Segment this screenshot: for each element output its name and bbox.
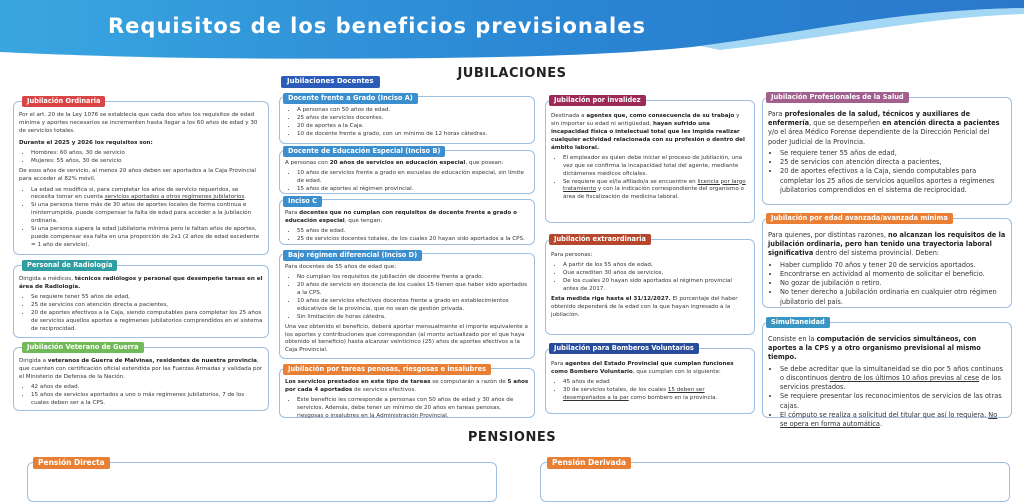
invalidez-label: Jubilación por invalidez bbox=[549, 95, 646, 106]
extraordinaria-l2: • Que acrediten 30 años de servicios, bbox=[563, 270, 749, 278]
salud-l3: • 20 de aportes efectivos a la Caja, siendo computables para completar los 25 años de servicios aquellos aportes a regímenes jubilatorios comprendidos en el sistema de reciprocidad. bbox=[780, 167, 1006, 195]
inciso-a-l2: • 25 años de servicios docentes. bbox=[297, 115, 529, 123]
ordinaria-p1: Por el art. 20 de la Ley 1076 se establecía que cada dos años los requisitos de edad mínima y aportes necesarios se incrementen hasta llegar a los 60 años de edad y 30 de servicios totales. bbox=[19, 112, 258, 134]
inciso-c-l1: • 55 años de edad. bbox=[297, 228, 529, 236]
inciso-a-l4: • 10 de docente frente a grado, con un mínimo de 12 horas cátedras. bbox=[297, 131, 529, 139]
ordinaria-card bbox=[13, 101, 269, 255]
malvinas-l2: • 15 años de servicios aportados a uno o más regímenes jubilatorios, 7 de los cuales deben ser a la CPS. bbox=[31, 392, 263, 408]
malvinas-p1: Dirigida a veteranos de Guerra de Malvinas, residentes de nuestra provincia, que cuenten con certificación oficial extendida por las Fuerzas Armadas y validada por el Ministerio de Defensa de la Nación. bbox=[19, 358, 263, 380]
malvinas-l1: • 42 años de edad. bbox=[31, 384, 263, 392]
inciso-d-l4: • Sin limitación de horas cátedra. bbox=[297, 314, 529, 322]
inciso-b-label: Docente de Educación Especial (Inciso B) bbox=[283, 146, 445, 157]
radiologia-p1: Dirigida a médicos, técnicos radiólogos y personal que desempeñe tareas en el área de Radiología. bbox=[19, 276, 263, 290]
simultaneidad-l2: • Se requiere presentar los reconocimientos de servicios de las otras cajas. bbox=[780, 392, 1006, 410]
ordinaria-p3: De esos años de servicio, al menos 20 años deben ser aportados a la Caja Provincial para acceder al 82% móvil. bbox=[19, 167, 256, 182]
inciso-d-p1: Para docentes de 55 años de edad que: bbox=[285, 264, 397, 270]
invalidez-p1: Destinada a agentes que, como consecuencia de su trabajo y sin importar su edad ni antigüedad, hayan sufrido una incapacidad física o intelectual total que les impida realizar cualquier actividad relacionada con su profesión o dentro del ámbito laboral. bbox=[551, 113, 745, 151]
inciso-a-l1: • A personas con 50 años de edad. bbox=[297, 107, 529, 115]
page-title: Requisitos de los beneficios previsionales bbox=[108, 14, 646, 38]
salud-label: Jubilación Profesionales de la Salud bbox=[766, 92, 909, 103]
simultaneidad-l1: • Se debe acreditar que la simultaneidad se dio por 5 años continuos o discontinuos dentro de los últimos 10 años previos al cese de los servicios prestados. bbox=[780, 365, 1006, 393]
penosas-card bbox=[279, 368, 535, 418]
pensiones-heading: PENSIONES bbox=[467, 430, 557, 445]
inciso-a-l3: • 20 de aportes a la Caja. bbox=[297, 123, 529, 131]
inciso-b-l1: • 10 años de servicios frente a grado en escuelas de educación especial, sin límite de edad. bbox=[297, 170, 529, 186]
ordinaria-label: Jubilación Ordinaria bbox=[22, 96, 105, 107]
extraordinaria-p1: Para personas: bbox=[551, 252, 593, 258]
radiologia-card bbox=[13, 265, 269, 338]
salud-l2: • 25 de servicios con atención directa a pacientes, bbox=[780, 158, 1006, 167]
inciso-c-p1: Para docentes que no cumplan con requisitos de docente frente a grado o educación especial, que tengan: bbox=[285, 210, 517, 224]
avanzada-l3: • No gozar de jubilación o retiro. bbox=[780, 279, 1006, 288]
avanzada-l4: • No tener derecho a Jubilación ordinaria en cualquier otro régimen jubilatorio del país. bbox=[780, 288, 1006, 306]
invalidez-l2: • Se requiere que el/la afiliado/a se encuentre en licencia por largo tratamiento y con la indicación correspondiente del organismo o área de fiscalización de medicina laboral. bbox=[563, 179, 749, 203]
bomberos-label: Jubilación para Bomberos Voluntarios bbox=[549, 343, 699, 354]
bomberos-l1: • 45 años de edad bbox=[563, 379, 749, 387]
ordinaria-b1: • La edad se modifica si, para completar los años de servicio requeridos, se necesita tomar en cuenta servicios aportados a otros regímenes jubilatorios. bbox=[31, 187, 263, 203]
simultaneidad-card bbox=[762, 322, 1012, 428]
inciso-b-p1: A personas con 20 años de servicios en educación especial, que posean: bbox=[285, 160, 504, 166]
inciso-c-l2: • 25 de servicios docentes totales, de los cuales 20 hayan sido aportados a la CPS. bbox=[297, 236, 529, 244]
invalidez-card bbox=[545, 100, 755, 223]
pension-directa-label: Pensión Directa bbox=[33, 457, 110, 469]
inciso-d-l3: • 10 años de servicios efectivos docentes frente a grado en establecimientos educativos de la provincia, que no sean de gestión privada. bbox=[297, 298, 529, 314]
avanzada-card bbox=[762, 218, 1012, 308]
inciso-b-l2: • 15 años de aportes al régimen provincial. bbox=[297, 186, 529, 194]
invalidez-l1: • El empleador es quien debe iniciar el proceso de jubilación, una vez que se confirma la incapacidad total del agente, mediante dictámenes médicos oficiales. bbox=[563, 155, 749, 179]
inciso-c-label: Inciso C bbox=[283, 196, 322, 207]
extraordinaria-p2: Esta medida rige hasta el 31/12/2027. El porcentaje del haber obtenido dependerá de la edad con la que hayan ingresado a la jubilación. bbox=[551, 295, 738, 318]
avanzada-p1: Para quienes, por distintas razones, no alcanzan los requisitos de la jubilación ordinaria, pero han tenido una trayectoria laboral significativa dentro del sistema provincial. Deben: bbox=[768, 231, 1006, 258]
extraordinaria-l1: • A partir de los 55 años de edad, bbox=[563, 262, 749, 270]
penosas-p1: Los servicios prestados en este tipo de tareas se computarán a razón de 5 años por cada 4 aportados de servicios efectivos. bbox=[285, 379, 529, 393]
inciso-d-l2: • 20 años de servicio en docencia de los cuales 15 tienen que haber sido aportados a la CPS. bbox=[297, 282, 529, 298]
inciso-d-card bbox=[279, 253, 535, 359]
bomberos-l2: • 30 de servicios totales, de los cuales 15 deben ser desempeñados a la par como bombero en la provincia. bbox=[563, 387, 749, 403]
radiologia-l1: • Se requiere tener 55 años de edad, bbox=[31, 294, 263, 302]
ordinaria-l1: • Hombres: 60 años, 30 de servicio bbox=[31, 150, 263, 158]
simultaneidad-l3: • El cómputo se realiza a solicitud del titular que así lo requiera. No se opera en forma automática. bbox=[780, 411, 1006, 429]
radiologia-l3: • 20 de aportes efectivos a la Caja, siendo computables para completar los 25 años de servicios aquellos aportes a regímenes jubilatorios comprendidos en el sistema de reciprocidad. bbox=[31, 310, 263, 334]
ordinaria-b2: • Si una persona tiene más de 30 años de aportes locales de forma continua e ininterrumpida, puede compensar la falta de edad para acceder a la jubilación ordinaria. bbox=[31, 202, 263, 226]
extraordinaria-l3: • De los cuales 20 hayan sido aportados al régimen provincial antes de 2017. bbox=[563, 278, 749, 294]
salud-l1: • Se requiere tener 55 años de edad, bbox=[780, 149, 1006, 158]
ordinaria-b3: • Si una persona supera la edad jubilatoria mínima pero le faltan años de aportes, puede compensar esa falta en una proporción de 2x1 (2 años de edad excedente = 1 año de servicio). bbox=[31, 226, 263, 250]
simultaneidad-p1: Consiste en la computación de servicios simultáneos, con aportes a la CPS y a otro organismo previsional al mismo tiempo. bbox=[768, 335, 981, 362]
inciso-d-l1: • No cumplan los requisitos de jubilación de docente frente a grado. bbox=[297, 274, 529, 282]
inciso-d-label: Bajo régimen diferencial (Inciso D) bbox=[283, 250, 422, 261]
avanzada-l1: • Haber cumplido 70 años y tener 20 de servicios aportados. bbox=[780, 261, 1006, 270]
inciso-d-p2: Una vez obtenido el beneficio, deberá aportar mensualmente el importe equivalente a los aportes y contribuciones que correspondan (al monto actualizado por el que haya obtenido el beneficio) hasta alcanzar veinticinco (25) años de aportes efectivos a la Caja Provincial. bbox=[285, 323, 528, 354]
avanzada-l2: • Encontrarse en actividad al momento de solicitar el beneficio. bbox=[780, 270, 1006, 279]
simultaneidad-label: Simultaneidad bbox=[766, 317, 830, 328]
bomberos-p1: Para agentes del Estado Provincial que cumplan funciones como Bombero Voluntario, que cumplan con lo siguiente: bbox=[551, 361, 734, 375]
docentes-group-label: Jubilaciones Docentes bbox=[281, 76, 380, 88]
ordinaria-p2: Durante el 2025 y 2026 los requisitos son: bbox=[19, 139, 153, 146]
extraordinaria-card bbox=[545, 239, 755, 335]
inciso-a-label: Docente frente a Grado (Inciso A) bbox=[283, 93, 418, 104]
extraordinaria-label: Jubilación extraordinaria bbox=[549, 234, 651, 245]
ordinaria-l2: • Mujeres: 55 años, 30 de servicio bbox=[31, 158, 263, 166]
penosas-l1: • Este beneficio les corresponde a personas con 50 años de edad y 30 años de servicios. Además, debe tener un mínimo de 20 años en tareas penosas, riesgosas o insalubres en la Administración Provincial. bbox=[297, 397, 529, 421]
malvinas-label: Jubilación Veterano de Guerra bbox=[22, 342, 144, 353]
bomberos-card bbox=[545, 348, 755, 414]
avanzada-label: Jubilación por edad avanzada/avanzada mínima bbox=[766, 213, 953, 224]
pension-derivada-label: Pensión Derivada bbox=[547, 457, 631, 469]
page-header bbox=[0, 0, 1024, 62]
radiologia-l2: • 25 de servicios con atención directa a pacientes, bbox=[31, 302, 263, 310]
penosas-label: Jubilación por tareas penosas, riesgosas e insalubres bbox=[283, 364, 491, 375]
salud-p1: Para profesionales de la salud, técnicos y auxiliares de enfermería, que se desempeñen en atención directa a pacientes y/o el área Médico Forense dependiente de la Dirección Pericial del poder Judicial de la Provincia. bbox=[768, 110, 1000, 146]
malvinas-card bbox=[13, 347, 269, 411]
jubilaciones-heading: JUBILACIONES bbox=[457, 66, 567, 81]
radiologia-label: Personal de Radiología bbox=[22, 260, 117, 271]
salud-card bbox=[762, 97, 1012, 205]
